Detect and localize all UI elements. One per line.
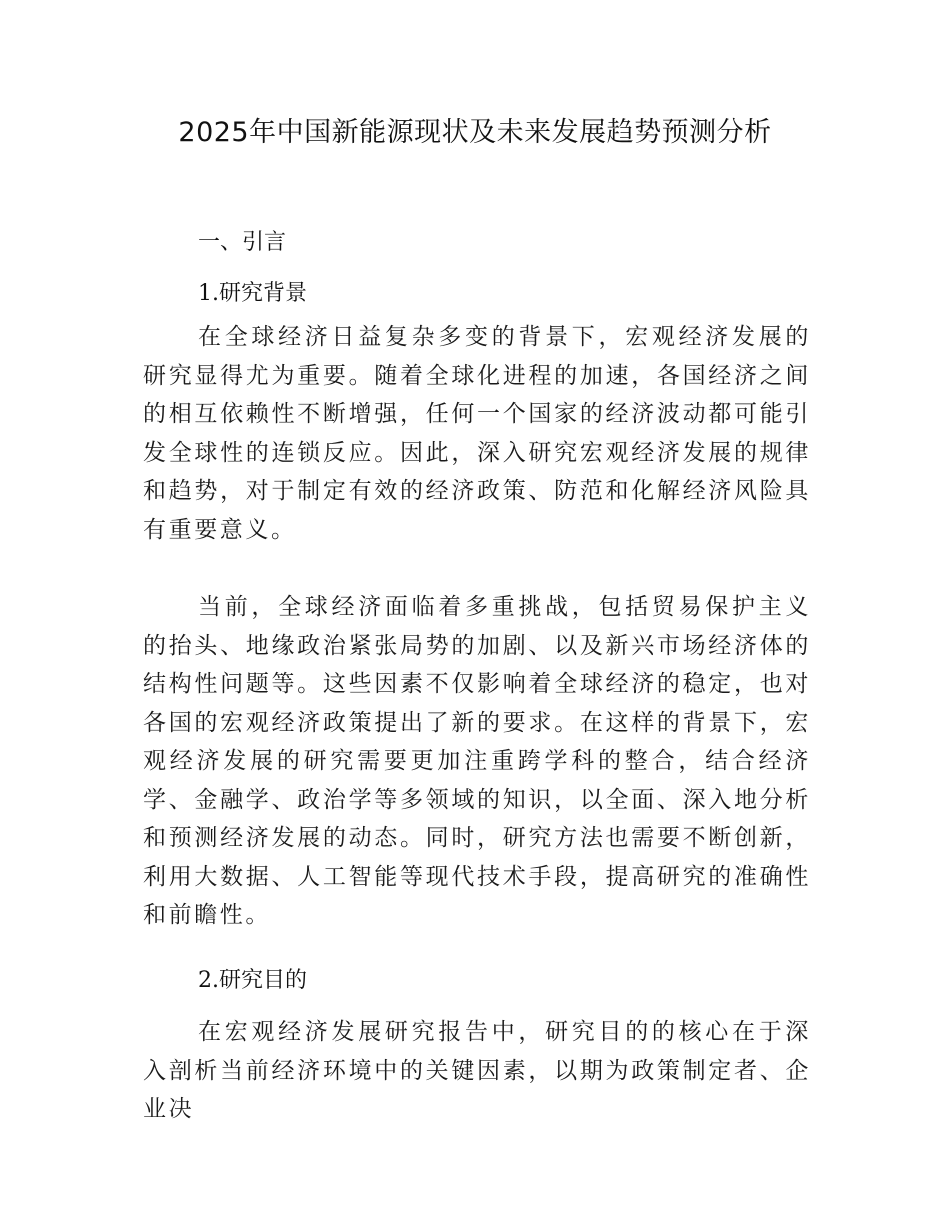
subsection-heading-purpose: 2.研究目的 [198, 968, 307, 993]
paragraph-purpose-1: 在宏观经济发展研究报告中，研究目的的核心在于深入剖析当前经济环境中的关键因素，以期为政策制定者、企业决 [143, 1019, 811, 1122]
paragraph-background-1: 在全球经济日益复杂多变的背景下，宏观经济发展的研究显得尤为重要。随着全球化进程的加速，各国经济之间的相互依赖性不断增强，任何一个国家的经济波动都可能引发全球性的连锁反应。因此，深入研究宏观经济发展的规律和趋势，对于制定有效的经济政策、防范和化解经济风险具有重要意义。 [143, 324, 811, 543]
document-title: 2025年中国新能源现状及未来发展趋势预测分析 [178, 117, 772, 148]
section-heading-introduction: 一、引言 [198, 230, 287, 255]
paragraph-background-2: 当前，全球经济面临着多重挑战，包括贸易保护主义的抬头、地缘政治紧张局势的加剧、以及新兴市场经济体的结构性问题等。这些因素不仅影响着全球经济的稳定，也对各国的宏观经济政策提出了新的要求。在这样的背景下，宏观经济发展的研究需要更加注重跨学科的整合，结合经济学、金融学、政治学等多领域的知识，以全面、深入地分析和预测经济发展的动态。同时，研究方法也需要不断创新，利用大数据、人工智能等现代技术手段，提高研究的准确性和前瞻性。 [143, 594, 811, 928]
subsection-heading-background: 1.研究背景 [198, 281, 307, 306]
